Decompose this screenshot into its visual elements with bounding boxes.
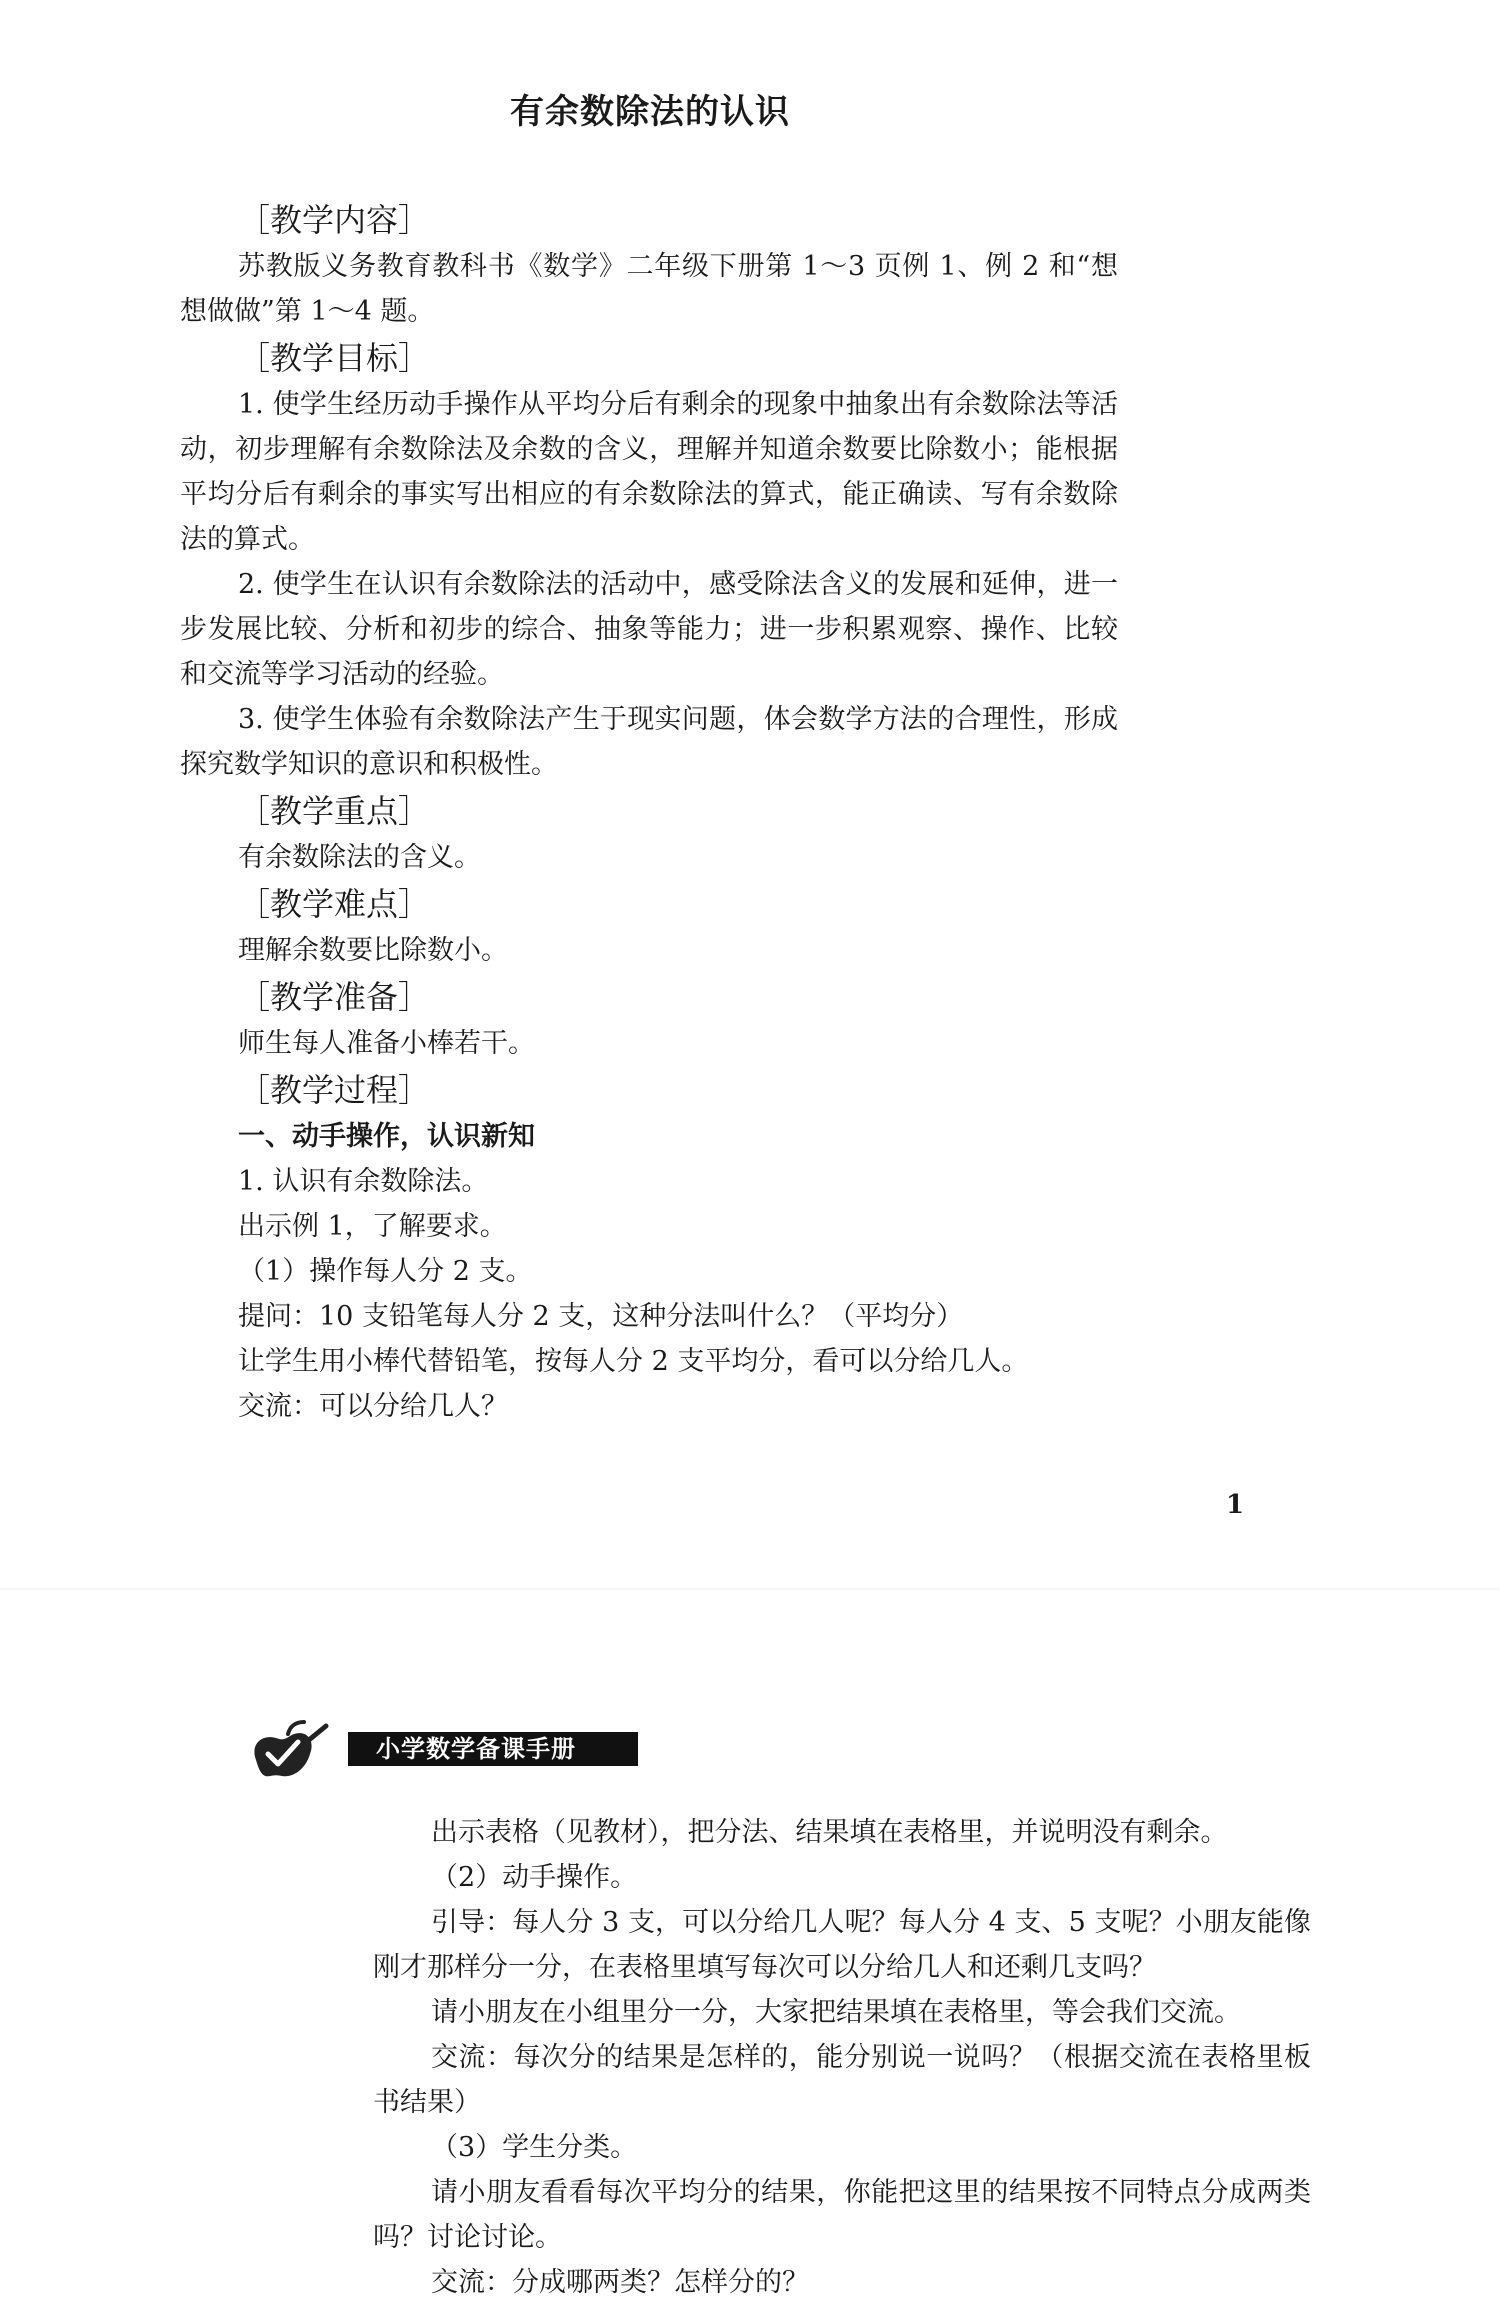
paragraph: 1. 使学生经历动手操作从平均分后有剩余的现象中抽象出有余数除法等活动，初步理解有余数除法及余数的含义，理解并知道余数要比除数小；能根据平均分后有剩余的事实写出相应的有余数除法的算式，能正确读、写有余数除法的算式。 xyxy=(180,389,1118,555)
paragraph: 出示表格（见教材），把分法、结果填在表格里，并说明没有剩余。 xyxy=(431,1817,1228,1848)
paragraph: 3. 使学生体验有余数除法产生于现实问题，体会数学方法的合理性，形成探究数学知识的意识和积极性。 xyxy=(180,704,1118,780)
section-heading-key: ［教学重点］ xyxy=(238,792,431,830)
running-header-label: 小学数学备课手册 xyxy=(348,1732,638,1766)
section-heading-content: ［教学内容］ xyxy=(238,201,431,239)
page-title: 有余数除法的认识 xyxy=(510,92,790,132)
paragraph: 出示例 1，了解要求。 xyxy=(238,1211,507,1242)
paragraph: 交流：每次分的结果是怎样的，能分别说一说吗？（根据交流在表格里板书结果） xyxy=(373,2042,1311,2118)
paragraph: 2. 使学生在认识有余数除法的活动中，感受除法含义的发展和延伸，进一步发展比较、分析和初步的综合、抽象等能力；进一步积累观察、操作、比较和交流等学习活动的经验。 xyxy=(180,569,1118,690)
paragraph: 交流：分成哪两类？怎样分的？ xyxy=(431,2267,809,2298)
section-heading-process: ［教学过程］ xyxy=(238,1071,431,1109)
page-2 xyxy=(0,1590,1500,2322)
page-1-content xyxy=(180,196,1118,1429)
running-header xyxy=(246,1720,666,1776)
section-heading-difficulty: ［教学难点］ xyxy=(238,885,431,923)
paragraph: 交流：可以分给几人？ xyxy=(238,1391,508,1422)
paragraph: 师生每人准备小棒若干。 xyxy=(238,1028,535,1059)
paragraph: 理解余数要比除数小。 xyxy=(238,935,508,966)
page-2-content xyxy=(373,1810,1311,2305)
paragraph: （1）操作每人分 2 支。 xyxy=(238,1256,533,1287)
paragraph: （3）学生分类。 xyxy=(431,2132,638,2163)
paragraph: （2）动手操作。 xyxy=(431,1862,638,1893)
paragraph: 请小朋友看看每次平均分的结果，你能把这里的结果按不同特点分成两类吗？讨论讨论。 xyxy=(373,2177,1311,2253)
apple-check-logo-icon xyxy=(246,1720,330,1780)
paragraph: 引导：每人分 3 支，可以分给几人呢？每人分 4 支、5 支呢？小朋友能像刚才那样分一分，在表格里填写每次可以分给几人和还剩几支吗？ xyxy=(373,1907,1311,1983)
paragraph: 有余数除法的含义。 xyxy=(238,842,481,873)
section-heading-prep: ［教学准备］ xyxy=(238,978,431,1016)
paragraph: 提问：10 支铅笔每人分 2 支，这种分法叫什么？（平均分） xyxy=(238,1301,964,1332)
paragraph: 1. 认识有余数除法。 xyxy=(238,1166,489,1197)
paragraph: 让学生用小棒代替铅笔，按每人分 2 支平均分，看可以分给几人。 xyxy=(238,1346,1029,1377)
page-number: 1 xyxy=(1226,1490,1245,1520)
section-heading-goals: ［教学目标］ xyxy=(238,339,431,377)
subsection-heading: 一、动手操作，认识新知 xyxy=(238,1121,535,1152)
paragraph: 苏教版义务教育教科书《数学》二年级下册第 1～3 页例 1、例 2 和“想想做做”第 1～4 题。 xyxy=(180,251,1118,327)
paragraph: 请小朋友在小组里分一分，大家把结果填在表格里，等会我们交流。 xyxy=(431,1997,1241,2028)
